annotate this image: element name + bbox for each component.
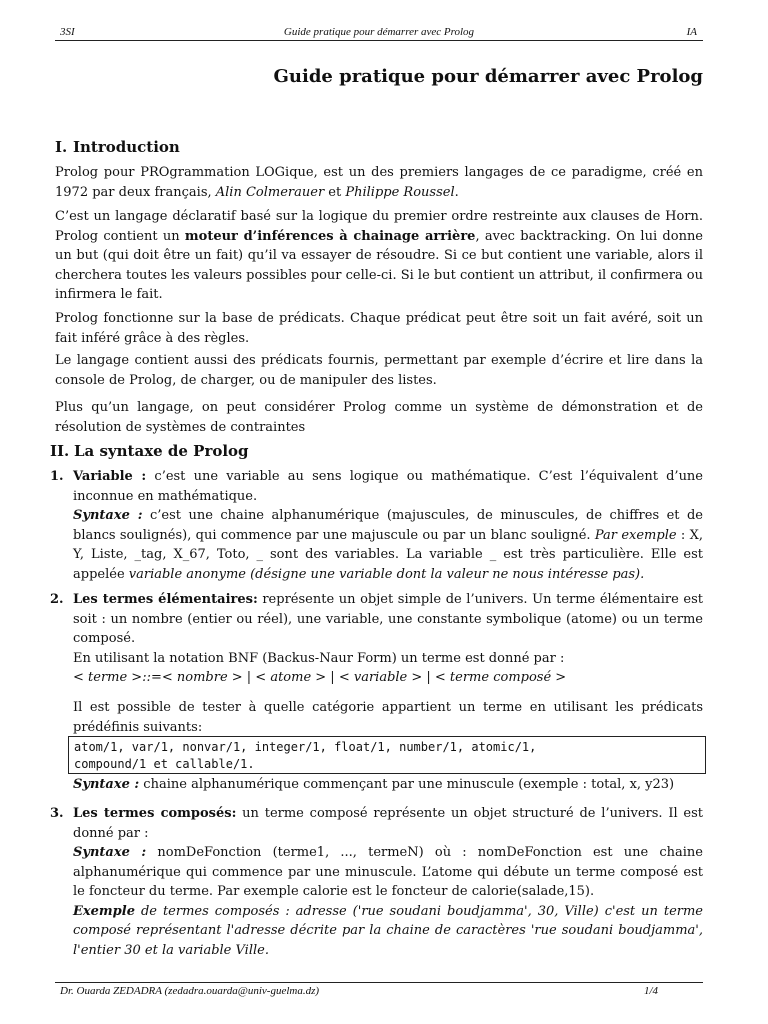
paragraph-intro-5: Plus qu’un langage, on peut considérer Prolog comme un système de démonstration et de résolution de systèmes de contraintes bbox=[55, 400, 703, 435]
footer-author: Dr. Ouarda ZEDADRA (zedadra.ouarda@univ-guelma.dz) bbox=[60, 985, 320, 997]
paragraph-test-predicats: Il est possible de tester à quelle catégorie appartient un terme en utilisant les prédicats prédéfinis suivants: bbox=[73, 700, 703, 735]
page-footer bbox=[55, 982, 703, 997]
list-item-variable: 1. Variable : c’est une variable au sens logique ou mathématique. C’est l’équivalent d’une inconnue en mathématique. Syntaxe : c’est une chaine alphanumérique (majuscules, de minuscules, de chiffres et de blancs soulignés), qui commence par une majuscule ou par un blanc souligné. Par exemple : X, Y, Liste, _tag, X_67, Toto, _ sont des variables. La variable _ est très particulière. Elle est appelée variable anonyme (désigne une variable dont la valeur ne nous intéresse pas). bbox=[50, 469, 704, 582]
list-item-termes-composes: 3. Les termes composés: un terme composé représente un objet structuré de l’univers. Il est donné par : Syntaxe : nomDeFonction (terme1, ..., termeN) où : nomDeFonction est une chaine alphanumérique qui commence par une minuscule. L’atome qui débute un terme composé est le foncteur du terme. Par exemple calorie est le foncteur de calorie(salade,15). Exemple de termes composés : adresse ('rue soudani boudjamma', 30, Ville) c'est un terme composé représentant l'adresse décrite par la chaine de caractères 'rue soudani boudjamma', l'entier 30 et la variable Ville. bbox=[50, 806, 703, 958]
paragraph-syntaxe-atome: Syntaxe : chaine alphanumérique commençant par une minuscule (exemple : total, x, y23) bbox=[73, 777, 675, 792]
section-heading-syntaxe: II. La syntaxe de Prolog bbox=[50, 442, 249, 460]
paragraph-intro-3: Prolog fonctionne sur la base de prédicats. Chaque prédicat peut être soit un fait avéré, soit un fait inféré grâce à des règles. bbox=[55, 311, 703, 346]
list-item-termes-elementaires: 2. Les termes élémentaires: représente un objet simple de l’univers. Un terme élémentaire est soit : un nombre (entier ou réel), une variable, une constante symbolique (atome) ou un terme composé. En utilisant la notation BNF (Backus-Naur Form) un terme est donné par : < terme >::=< nombre > | < atome > | < variable > | < terme composé > bbox=[50, 592, 703, 685]
code-line: compound/1 et callable/1. bbox=[74, 757, 255, 771]
page-header bbox=[55, 26, 703, 41]
code-line: atom/1, var/1, nonvar/1, integer/1, float/1, number/1, atomic/1, bbox=[74, 740, 537, 754]
code-block-predicats bbox=[68, 736, 706, 774]
header-center: Guide pratique pour démarrer avec Prolog bbox=[283, 26, 475, 38]
paragraph-intro-1: Prolog pour PROgrammation LOGique, est un des premiers langages de ce paradigme, créé en 1972 par deux français, Alin Colmerauer et Philippe Roussel. bbox=[55, 165, 703, 200]
paragraph-intro-4: Le langage contient aussi des prédicats fournis, permettant par exemple d’écrire et lire dans la console de Prolog, de charger, ou de manipuler des listes. bbox=[55, 353, 703, 388]
paragraph-intro-2: C’est un langage déclaratif basé sur la logique du premier ordre restreinte aux clauses de Horn. Prolog contient un moteur d’inférences à chainage arrière, avec backtracking. On lui donne un but (qui doit être un fait) qu’il va essayer de résoudre. Si ce but contient une variable, alors il cherchera toutes les valeurs possibles pour celle-ci. Si le but contient un attribut, il confirmera ou infirmera le fait. bbox=[55, 209, 704, 302]
page-number: 1/4 bbox=[643, 985, 658, 997]
document-title: Guide pratique pour démarrer avec Prolog bbox=[273, 66, 703, 87]
header-left: 3SI bbox=[60, 26, 75, 38]
header-right: IA bbox=[686, 26, 697, 38]
section-heading-introduction: I. Introduction bbox=[55, 138, 180, 156]
